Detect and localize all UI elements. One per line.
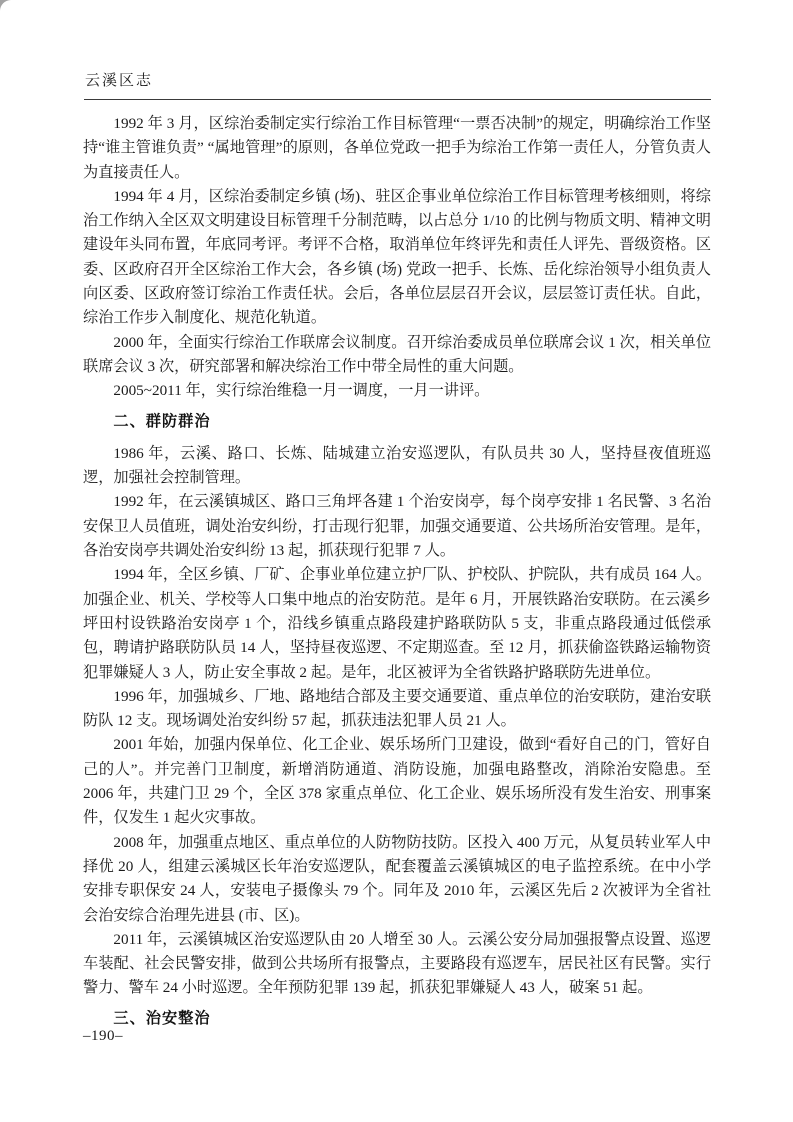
paragraph-1994-04: 1994 年 4 月，区综治委制定乡镇 (场)、驻区企事业单位综治工作目标管理考核细则，将综治工作纳入全区双文明建设目标管理千分制范畴，以占总分 1/10 的比例与物质文明、精神文明建设年头同布置，年底同考评。考评不合格，取消单位年终评先和责任人评先、晋级资格。区委、区政府召开全区综治工作大会，各乡镇 (场) 党政一把手、长炼、岳化综治领导小组负责人向区委、区政府签订综治工作责任状。会后，各单位层层召开会议，层层签订责任状。自此，综治工作步入制度化、规范化轨道。 — [83, 187, 711, 327]
paragraph-1992-03: 1992 年 3 月，区综治委制定实行综治工作目标管理“一票否决制”的规定，明确综治工作坚持“谁主管谁负责” “属地管理”的原则，各单位党政一把手为综治工作第一责任人，分管负责人为直接责任人。 — [83, 115, 711, 181]
paragraph-2000: 2000 年，全面实行综治工作联席会议制度。召开综治委成员单位联席会议 1 次，相关单位联席会议 3 次，研究部署和解决综治工作中带全局性的重大问题。 — [83, 333, 711, 375]
paragraph-2008: 2008 年，加强重点地区、重点单位的人防物防技防。区投入 400 万元，从复员转业军人中择优 20 人，组建云溪城区长年治安巡逻队，配套覆盖云溪镇城区的电子监控系统。在中小学安排专职保安 24 人，安装电子摄像头 79 个。同年及 2010 年，云溪区先后 2 次被评为全省社会治安综合治理先进县 (市、区)。 — [83, 833, 711, 924]
page-body — [83, 112, 711, 1039]
paragraph-2011: 2011 年，云溪镇城区治安巡逻队由 20 人增至 30 人。云溪公安分局加强报警点设置、巡逻车装配、社会民警安排，做到公共场所有报警点，主要路段有巡逻车，居民社区有民警。实行警力、警车 24 小时巡逻。全年预防犯罪 139 起，抓获犯罪嫌疑人 43 人，破案 51 起。 — [83, 930, 711, 997]
header-rule — [84, 99, 711, 100]
paragraph-1996: 1996 年，加强城乡、厂地、路地结合部及主要交通要道、重点单位的治安联防，建治安联防队 12 支。现场调处治安纠纷 57 起，抓获违法犯罪人员 21 人。 — [83, 687, 711, 730]
section-heading-zhian-zhengzhi: 三、治安整治 — [113, 1009, 211, 1027]
section-heading-qunfang-qunzhi: 二、群防群治 — [113, 412, 211, 430]
running-head: 云溪区志 — [85, 72, 154, 89]
paragraph-1992: 1992 年，在云溪镇城区、路口三角坪各建 1 个治安岗亭，每个岗亭安排 1 名民警、3 名治安保卫人员值班，调处治安纠纷，打击现行犯罪，加强交通要道、公共场所治安管理。是年，各治安岗亭共调处治安纠纷 13 起，抓获现行犯罪 7 人。 — [83, 493, 711, 560]
page-number: –190– — [83, 1028, 123, 1044]
paragraph-2001: 2001 年始，加强内保单位、化工企业、娱乐场所门卫建设，做到“看好自己的门，管好自己的人”。并完善门卫制度，新增消防通道、消防设施，加强电路整改，消除治安隐患。至 2006 年，共建门卫 29 个，全区 378 家重点单位、化工企业、娱乐场所没有发生治安、刑事案件，仅发生 1 起火灾事故。 — [83, 736, 711, 827]
paragraph-1986: 1986 年，云溪、路口、长炼、陆城建立治安巡逻队，有队员共 30 人，坚持昼夜值班巡逻，加强社会控制管理。 — [83, 444, 711, 487]
paragraph-1994: 1994 年，全区乡镇、厂矿、企事业单位建立护厂队、护校队、护院队，共有成员 164 人。加强企业、机关、学校等人口集中地点的治安防范。是年 6 月，开展铁路治安联防。在云溪乡坪田村设铁路治安岗亭 1 个，沿线乡镇重点路段建护路联防队 5 支，非重点路段通过低偿承包，聘请护路联防队员 14 人，坚持昼夜巡逻、不定期巡查。至 12 月，抓获偷盗铁路运输物资犯罪嫌疑人 3 人，防止安全事故 2 起。是年，北区被评为全省铁路护路联防先进单位。 — [83, 566, 711, 681]
paragraph-2005-2011: 2005~2011 年，实行综治维稳一月一调度，一月一讲评。 — [113, 382, 490, 400]
